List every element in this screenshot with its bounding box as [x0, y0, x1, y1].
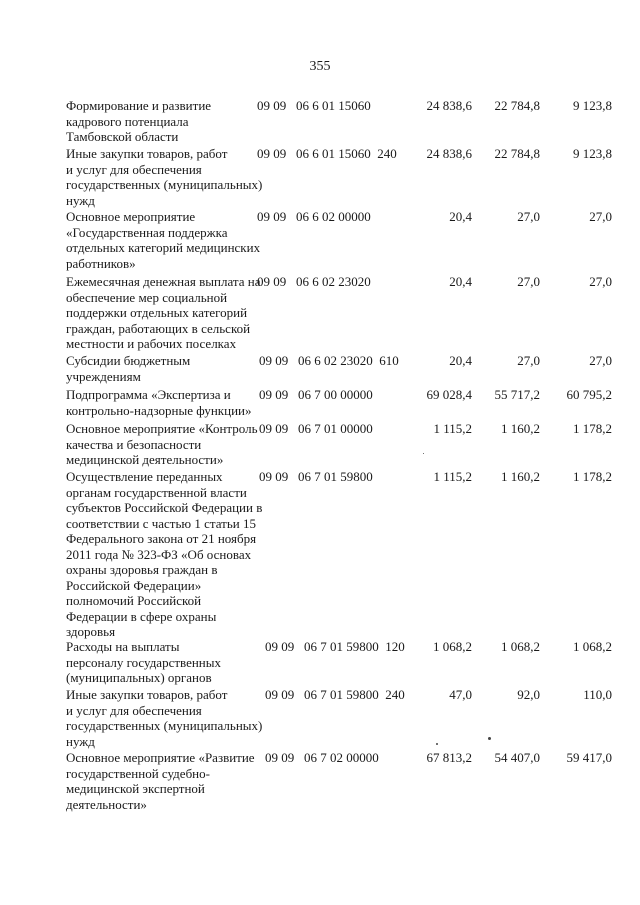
row-value-1: 20,4 — [449, 274, 472, 289]
row-value-1: 20,4 — [449, 353, 472, 368]
row-value-3: 9 123,8 — [573, 146, 612, 161]
scan-speck — [436, 743, 438, 745]
row-value-3: 27,0 — [589, 353, 612, 368]
row-code: 09 09 06 6 02 23020 610 — [259, 353, 399, 368]
row-name: Основное мероприятие «Контроль качества и безопасности медицинской деятельности» — [66, 421, 258, 467]
row-name: Осуществление переданных органам государственной власти субъектов Российской Федерации в соответствии с частью 1 статьи 15 Федерального закона от 21 ноября 2011 года № 323-ФЗ «Об основах охраны здоровья граждан в Российской Федерации» полномочий Российской Федерации в сфере охраны здоровья — [66, 469, 263, 639]
row-name: Субсидии бюджетным учреждениям — [66, 353, 191, 384]
row-value-3: 9 123,8 — [573, 98, 612, 113]
row-value-2: 54 407,0 — [494, 750, 540, 765]
row-code: 09 09 06 6 01 15060 240 — [257, 146, 397, 161]
row-value-2: 92,0 — [517, 687, 540, 702]
row-value-3: 27,0 — [589, 274, 612, 289]
row-value-2: 1 068,2 — [501, 639, 540, 654]
row-value-3: 27,0 — [589, 209, 612, 224]
row-name: Расходы на выплаты персоналу государственных (муниципальных) органов — [66, 639, 222, 685]
row-code: 09 09 06 6 02 00000 — [257, 209, 371, 224]
scan-speck — [423, 453, 424, 454]
row-code: 09 09 06 7 02 00000 — [265, 750, 379, 765]
row-code: 09 09 06 6 01 15060 — [257, 98, 371, 113]
row-value-2: 27,0 — [517, 209, 540, 224]
row-name: Иные закупки товаров, работ и услуг для обеспечения государственных (муниципальных) нужд — [66, 687, 263, 749]
row-value-2: 27,0 — [517, 274, 540, 289]
row-value-3: 110,0 — [583, 687, 612, 702]
row-value-1: 1 115,2 — [433, 421, 472, 436]
row-value-3: 1 068,2 — [573, 639, 612, 654]
row-value-2: 55 717,2 — [494, 387, 540, 402]
row-value-1: 69 028,4 — [426, 387, 472, 402]
row-value-1: 67 813,2 — [426, 750, 472, 765]
row-name: Иные закупки товаров, работ и услуг для обеспечения государственных (муниципальных) нужд — [66, 146, 263, 208]
row-value-1: 1 115,2 — [433, 469, 472, 484]
row-value-1: 47,0 — [449, 687, 472, 702]
row-value-1: 24 838,6 — [426, 98, 472, 113]
row-value-1: 1 068,2 — [433, 639, 472, 654]
row-value-1: 24 838,6 — [426, 146, 472, 161]
row-value-2: 22 784,8 — [494, 98, 540, 113]
row-code: 09 09 06 7 01 59800 240 — [265, 687, 405, 702]
row-value-3: 59 417,0 — [566, 750, 612, 765]
row-code: 09 09 06 7 01 59800 120 — [265, 639, 405, 654]
row-value-2: 1 160,2 — [501, 469, 540, 484]
row-code: 09 09 06 7 01 59800 — [259, 469, 373, 484]
scan-speck — [488, 737, 491, 740]
row-name: Ежемесячная денежная выплата на обеспечение мер социальной поддержки отдельных категорий граждан, работающих в сельской местности и рабочих поселках — [66, 274, 261, 351]
row-value-3: 1 178,2 — [573, 421, 612, 436]
row-value-3: 1 178,2 — [573, 469, 612, 484]
row-code: 09 09 06 7 01 00000 — [259, 421, 373, 436]
row-name: Формирование и развитие кадрового потенциала Тамбовской области — [66, 98, 212, 144]
row-value-3: 60 795,2 — [566, 387, 612, 402]
row-name: Подпрограмма «Экспертиза и контрольно-надзорные функции» — [66, 387, 252, 418]
row-value-2: 1 160,2 — [501, 421, 540, 436]
row-code: 09 09 06 7 00 00000 — [259, 387, 373, 402]
row-value-2: 27,0 — [517, 353, 540, 368]
page-number: 355 — [309, 59, 331, 74]
row-name: Основное мероприятие «Государственная поддержка отдельных категорий медицинских работников» — [66, 209, 261, 271]
row-code: 09 09 06 6 02 23020 — [257, 274, 371, 289]
row-name: Основное мероприятие «Развитие государственной судебно- медицинской экспертной деятельности» — [66, 750, 255, 812]
row-value-1: 20,4 — [449, 209, 472, 224]
row-value-2: 22 784,8 — [494, 146, 540, 161]
